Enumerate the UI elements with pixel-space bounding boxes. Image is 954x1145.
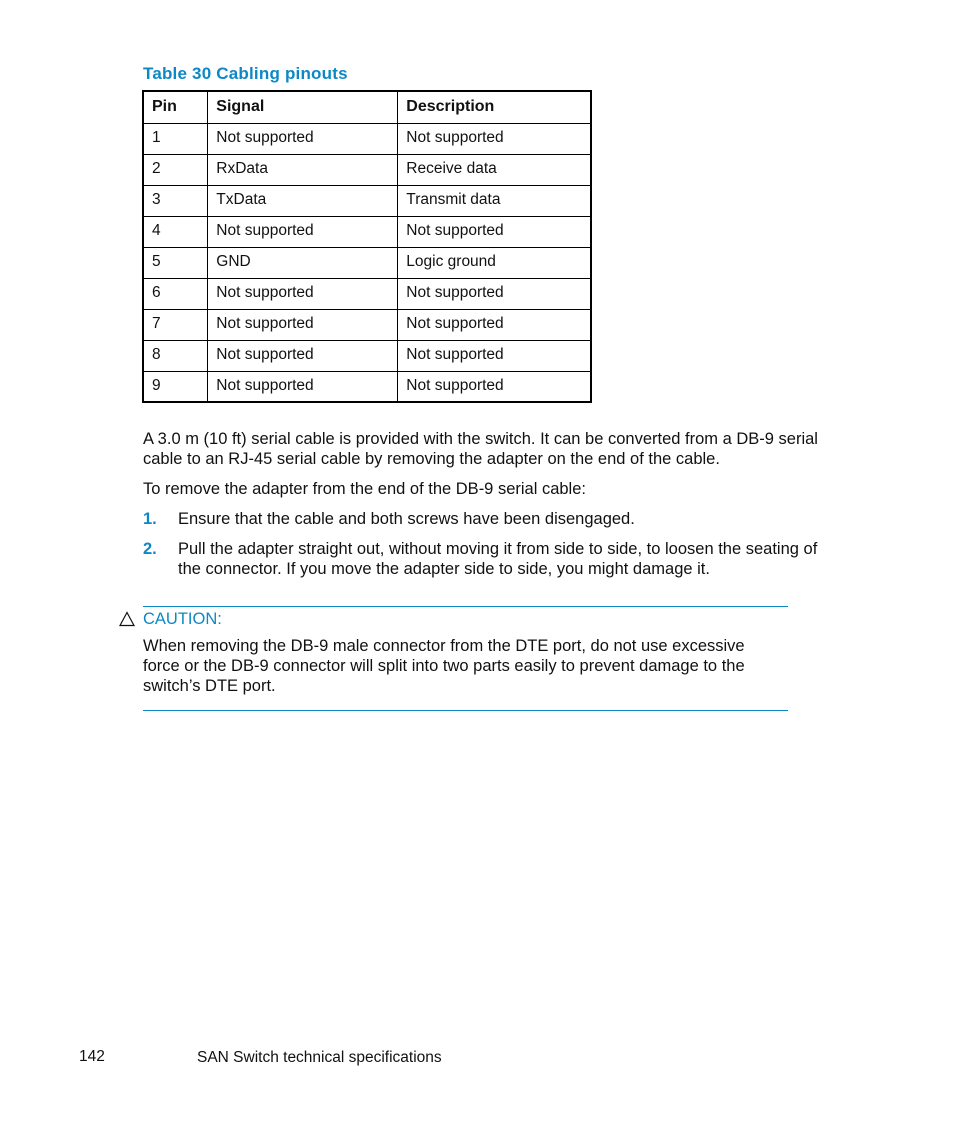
signal-cell: GND	[208, 247, 398, 278]
description-cell: Not supported	[398, 123, 591, 154]
step-text: Ensure that the cable and both screws have been disengaged.	[178, 510, 635, 528]
caution-bottom-rule	[143, 710, 788, 711]
caution-text: When removing the DB-9 male connector from the DTE port, do not use excessive force or the DB-9 connector will split into two parts easily to prevent damage to the switch’s DTE port.	[143, 637, 745, 695]
description-cell: Transmit data	[398, 185, 591, 216]
caution-top-rule	[143, 606, 788, 607]
cabling-pinouts-table	[142, 90, 592, 403]
table-row	[143, 278, 591, 309]
header-pin: Pin	[143, 91, 208, 123]
description-cell: Not supported	[398, 340, 591, 371]
pin-cell: 2	[143, 154, 208, 185]
caution-label: CAUTION:	[143, 610, 222, 628]
step-item	[143, 539, 823, 579]
description-cell: Not supported	[398, 278, 591, 309]
pin-cell: 7	[143, 309, 208, 340]
description-cell: Not supported	[398, 216, 591, 247]
step-text: Pull the adapter straight out, without moving it from side to side, to loosen the seating of the connector. If you move the adapter side to side, you might damage it.	[178, 540, 818, 578]
signal-cell: Not supported	[208, 123, 398, 154]
pin-cell: 4	[143, 216, 208, 247]
table-title: Table 30 Cabling pinouts	[143, 64, 348, 83]
table-row	[143, 185, 591, 216]
warning-triangle-icon	[119, 611, 135, 627]
pin-cell: 6	[143, 278, 208, 309]
table-row	[143, 371, 591, 402]
signal-cell: Not supported	[208, 340, 398, 371]
table-row	[143, 154, 591, 185]
header-signal: Signal	[208, 91, 398, 123]
description-cell: Logic ground	[398, 247, 591, 278]
header-description: Description	[398, 91, 591, 123]
table-header-row	[143, 91, 591, 123]
description-cell: Receive data	[398, 154, 591, 185]
footer-title: SAN Switch technical specifications	[197, 1049, 442, 1066]
serial-cable-paragraph: A 3.0 m (10 ft) serial cable is provided with the switch. It can be converted from a DB-9 serial cable to an RJ-45 serial cable by removing the adapter on the end of the cable.	[143, 430, 818, 468]
signal-cell: TxData	[208, 185, 398, 216]
pin-cell: 9	[143, 371, 208, 402]
signal-cell: Not supported	[208, 278, 398, 309]
table-row	[143, 309, 591, 340]
remove-adapter-intro: To remove the adapter from the end of the DB-9 serial cable:	[143, 480, 586, 498]
table-row	[143, 123, 591, 154]
step-number: 2.	[143, 540, 157, 558]
signal-cell: Not supported	[208, 216, 398, 247]
table-row	[143, 247, 591, 278]
description-cell: Not supported	[398, 371, 591, 402]
description-cell: Not supported	[398, 309, 591, 340]
step-item	[143, 509, 823, 529]
table-row	[143, 216, 591, 247]
pin-cell: 1	[143, 123, 208, 154]
signal-cell: RxData	[208, 154, 398, 185]
signal-cell: Not supported	[208, 309, 398, 340]
pin-cell: 5	[143, 247, 208, 278]
pin-cell: 3	[143, 185, 208, 216]
pin-cell: 8	[143, 340, 208, 371]
step-number: 1.	[143, 510, 157, 528]
signal-cell: Not supported	[208, 371, 398, 402]
table-row	[143, 340, 591, 371]
page-number: 142	[79, 1048, 105, 1065]
